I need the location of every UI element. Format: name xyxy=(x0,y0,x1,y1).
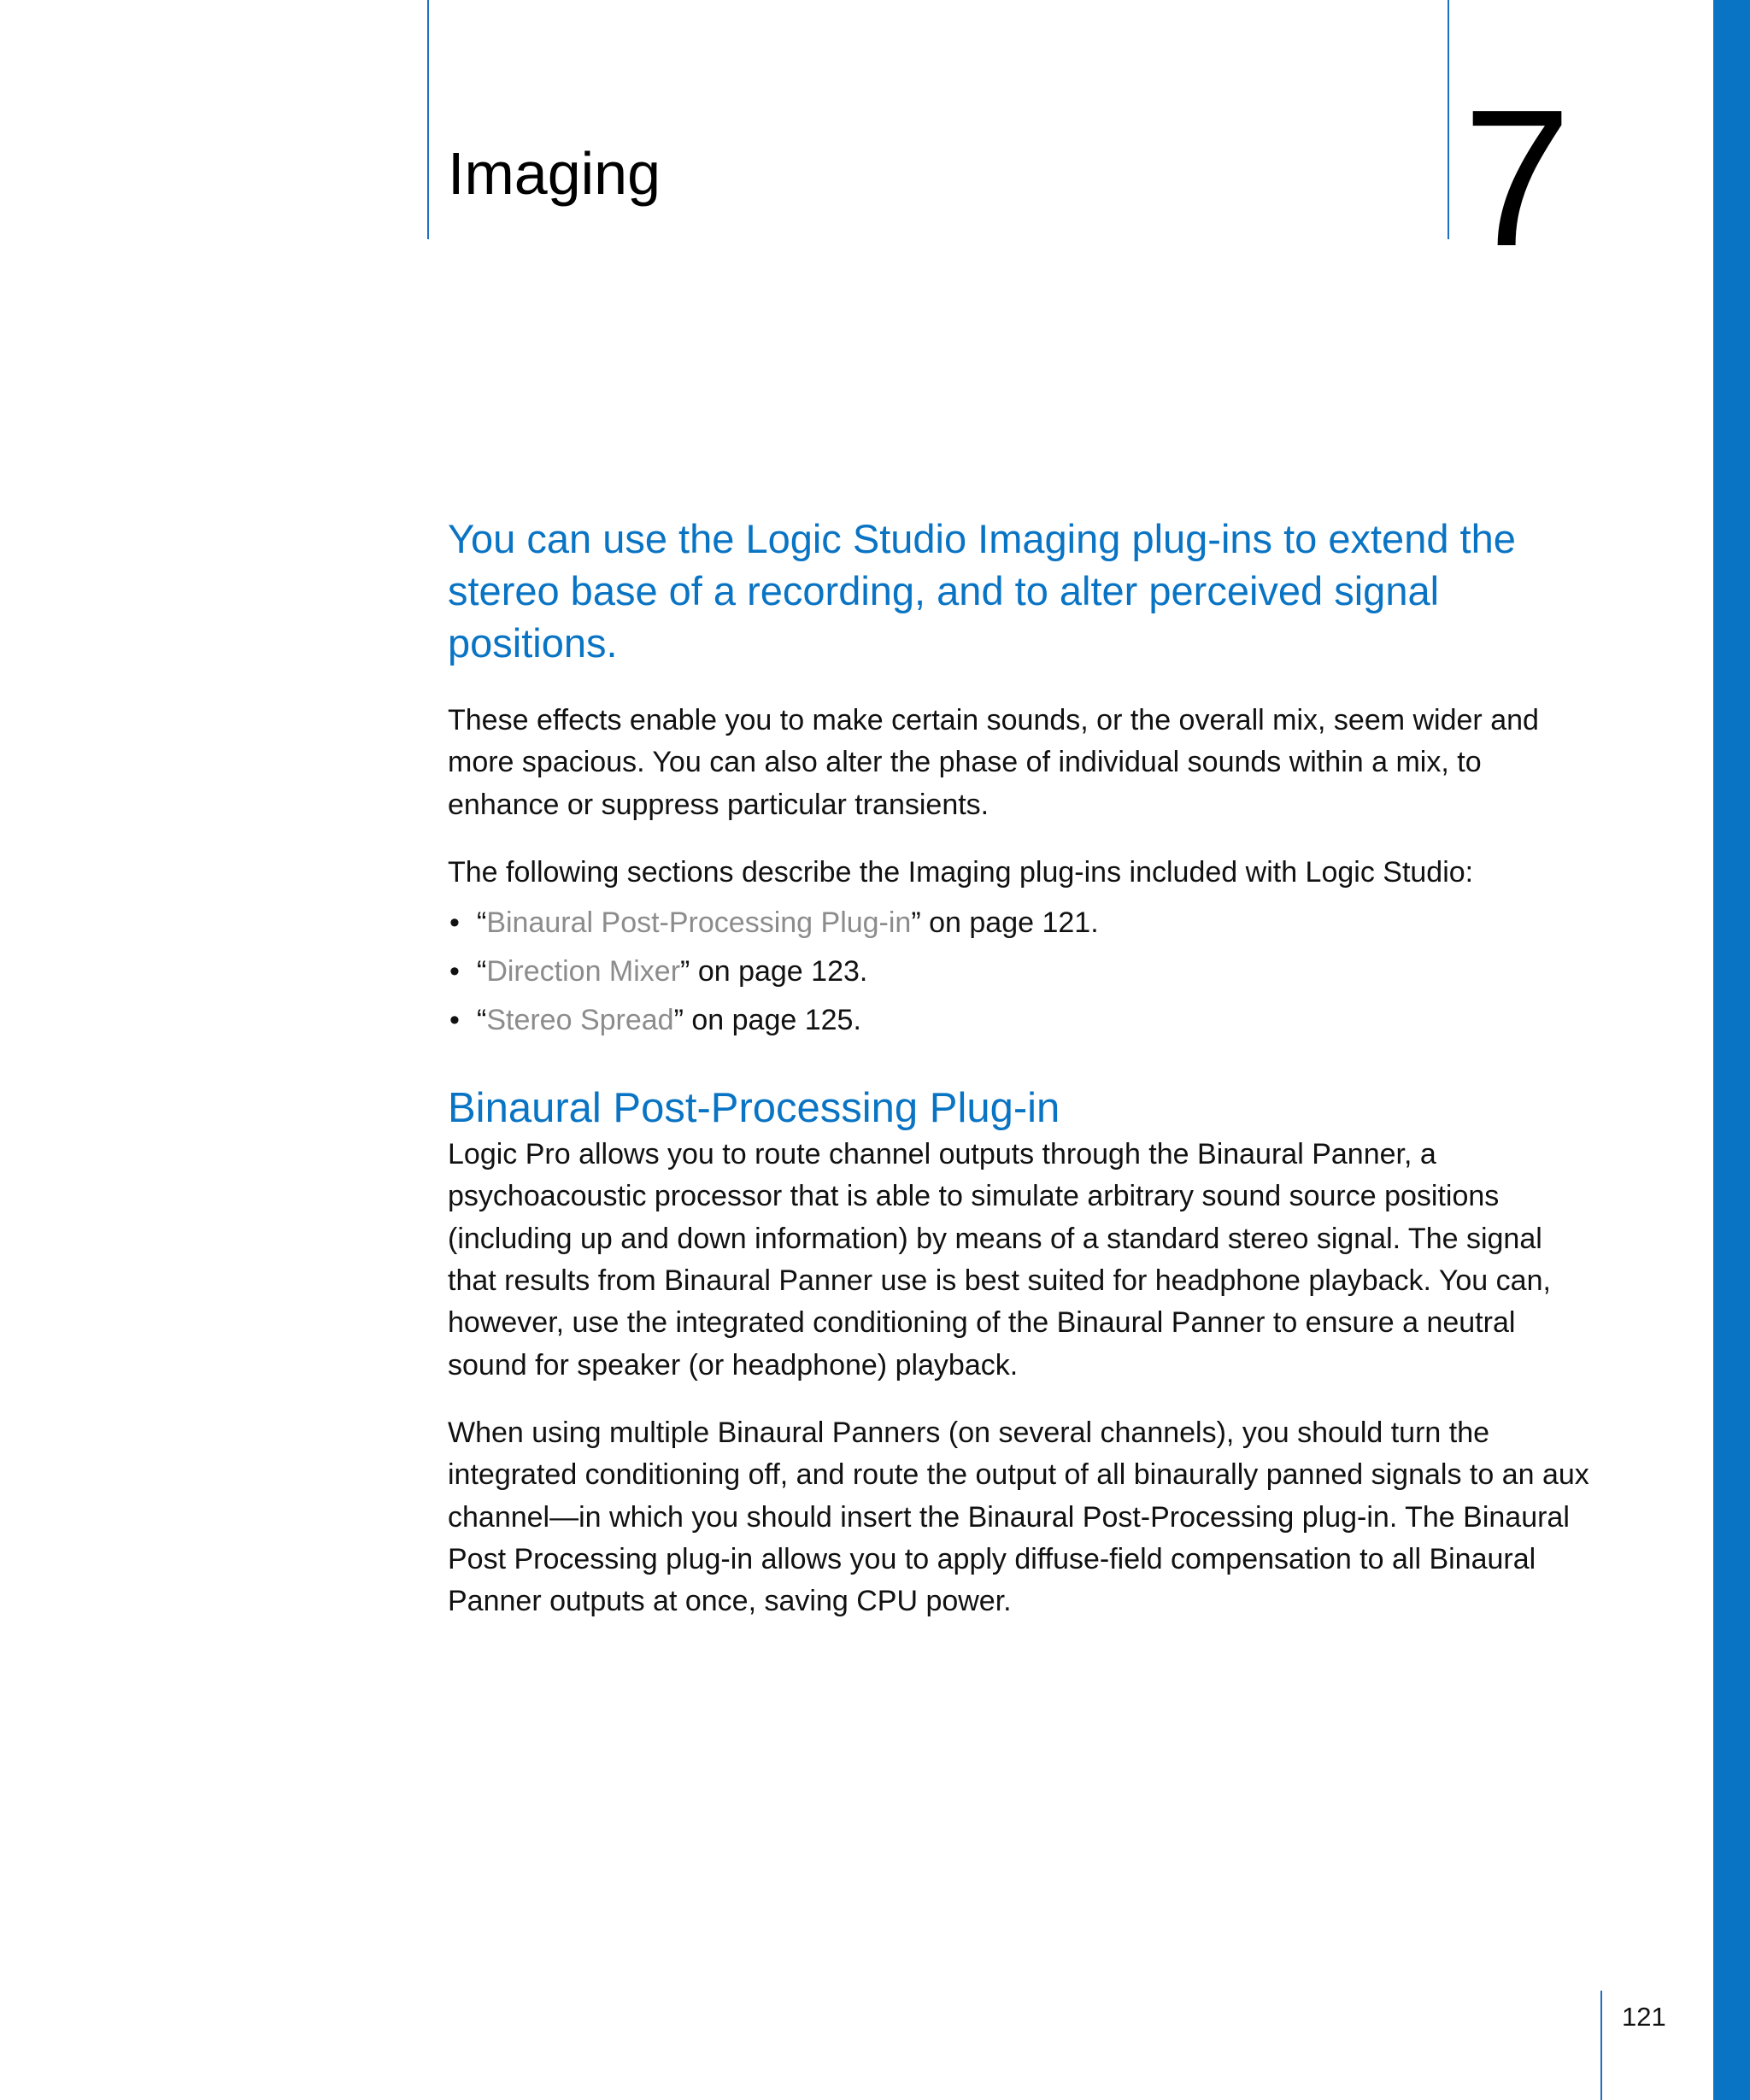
open-quote: “ xyxy=(477,906,487,940)
page-number: 121 xyxy=(1622,2002,1666,2032)
chapter-title: Imaging xyxy=(448,139,661,207)
chapter-intro: You can use the Logic Studio Imaging plug-ins to extend the stereo base of a recording, and to alter perceived signal positions. xyxy=(448,516,1516,666)
open-quote: “ xyxy=(477,955,487,988)
section-heading: Binaural Post-Processing Plug-in xyxy=(448,1085,1060,1132)
bullet-marker: • xyxy=(449,1004,460,1037)
effects-paragraph: These effects enable you to make certain sounds, or the overall mix, seem wider and more spacious. You can also alter the phase of individual sounds within a mix, to enhance or suppress particular transients. xyxy=(448,704,1539,821)
list-item xyxy=(448,947,1593,996)
binaural-paragraph-2: When using multiple Binaural Panners (on several channels), you should turn the integrated conditioning off, and route the output of all binaurally panned signals to an aux channel—in which you should insert the Binaural Post-Processing plug-in. The Binaural Post Processing plug-in allows you to apply diffuse-field compensation to all Binaural Panner outputs at once, saving CPU power. xyxy=(448,1416,1589,1618)
bullet-marker: • xyxy=(449,906,460,940)
header-rule-left xyxy=(427,0,429,239)
list-item xyxy=(448,899,1593,947)
page-reference: ” on page 125. xyxy=(673,1004,861,1037)
link-stereo-spread[interactable]: Stereo Spread xyxy=(486,1004,674,1037)
open-quote: “ xyxy=(477,1004,487,1037)
link-direction-mixer[interactable]: Direction Mixer xyxy=(486,955,681,988)
chapter-tab-bar xyxy=(1713,0,1750,2100)
sections-intro-paragraph: The following sections describe the Imaging plug-ins included with Logic Studio: xyxy=(448,855,1474,889)
section-link-list xyxy=(448,899,1593,1045)
page-reference: ” on page 121. xyxy=(911,906,1099,940)
list-item xyxy=(448,996,1593,1045)
header-rule-right xyxy=(1448,0,1449,239)
bullet-marker: • xyxy=(449,955,460,988)
chapter-number: 7 xyxy=(1463,70,1571,287)
page-number-rule xyxy=(1600,1991,1602,2100)
link-binaural-post-processing[interactable]: Binaural Post-Processing Plug-in xyxy=(486,906,912,940)
page-reference: ” on page 123. xyxy=(680,955,868,988)
page-content xyxy=(448,513,1593,1622)
binaural-paragraph-1: Logic Pro allows you to route channel outputs through the Binaural Panner, a psychoacoustic processor that is able to simulate arbitrary sound source positions (including up and down information) by means of a standard stereo signal. The signal that results from Binaural Panner use is best suited for headphone playback. You can, however, use the integrated conditioning of the Binaural Panner to ensure a neutral sound for speaker (or headphone) playback. xyxy=(448,1138,1551,1381)
